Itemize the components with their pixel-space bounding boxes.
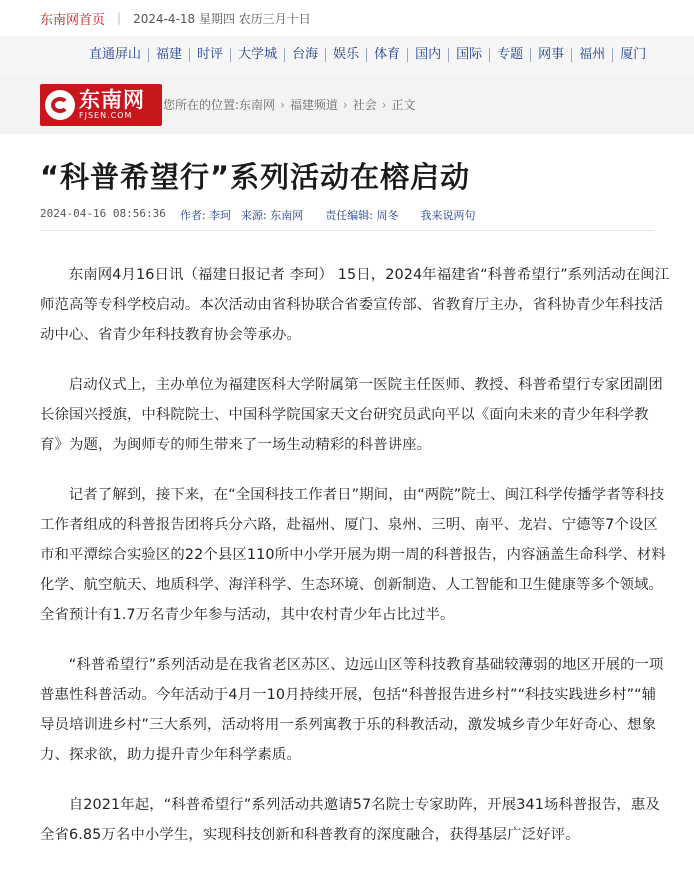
article-paragraph: 自2021年起，“科普希望行”系列活动共邀请57名院士专家助阵，开展341场科普报告，惠及全省6.85万名中小学生，实现科技创新和科普教育的深度融合，获得基层广泛好评。 [40,797,660,843]
nav-item-commentary[interactable]: 时评 [197,47,224,62]
nav-item-entertainment[interactable]: 娱乐 [333,47,360,62]
logo-text [79,89,145,121]
nav-item-special[interactable]: 专题 [497,47,524,62]
nav-item-fuzhou[interactable]: 福州 [579,47,606,62]
breadcrumb-item-home[interactable]: 东南网 [239,98,276,112]
article-paragraph: 东南网4月16日讯（福建日报记者 李珂） 15日，2024年福建省“科普希望行”系列活动在闽江师范高等专科学校启动。本次活动由省科协联合省委宣传部、省教育厅主办，省科协青少年科技活动中心、省青少年科技教育协会等承办。 [40,267,670,343]
article-body [40,260,670,870]
article-paragraph: 启动仪式上，主办单位为福建医科大学附属第一医院主任医师、教授、科普希望行专家团副团长徐国兴授旗，中科院院士、中国科学院国家天文台研究员武向平以《面向未来的青少年科学教育》为题，为闽师专的师生带来了一场生动精彩的科普讲座。 [40,377,663,453]
nav-item-xiamen[interactable]: 厦门 [620,47,647,62]
channel-nav [0,36,694,77]
logo-domain: FJSEN.COM [79,111,133,120]
top-bar [0,0,694,36]
breadcrumb-item-society[interactable]: 社会 [352,98,377,112]
nav-item-strait[interactable]: 台海 [292,47,319,62]
article-source: 来源: 东南网 [241,209,304,222]
breadcrumb-separator-icon: › [342,97,348,112]
topbar-divider: | [117,11,122,25]
article-author: 作者: 李珂 [179,209,232,222]
nav-item-pingshan[interactable]: 直通屏山 [89,47,142,62]
site-logo[interactable] [40,84,162,126]
breadcrumb-prefix: 您所在的位置: [163,98,240,112]
channel-nav-list [82,44,653,66]
breadcrumb [163,96,416,113]
comment-link[interactable]: 我来说两句 [420,209,476,222]
article-paragraph: “科普希望行”系列活动是在我省老区苏区、边远山区等科技教育基础较薄弱的地区开展的一项普惠性科普活动。今年活动于4月一10月持续开展，包括“科普报告进乡村”“科技实践进乡村”“辅导员培训进乡村”三大系列，活动将用一系列寓教于乐的科教活动，激发城乡青少年好奇心、想象力、探求欲，助力提升青少年科学素质。 [40,657,664,763]
publish-time: 2024-04-16 08:56:36 [40,207,166,220]
article-editor: 责任编辑: 周冬 [325,209,399,222]
nav-item-domestic[interactable]: 国内 [415,47,442,62]
nav-item-international[interactable]: 国际 [456,47,483,62]
meta-divider [40,230,654,231]
nav-item-university[interactable]: 大学城 [238,47,278,62]
breadcrumb-item-current: 正文 [391,98,416,112]
logo-name: 东南网 [79,88,145,112]
article-meta [40,207,475,223]
home-link[interactable]: 东南网首页 [40,12,106,28]
nav-item-fujian[interactable]: 福建 [156,47,183,62]
article-title: “科普希望行”系列活动在榕启动 [40,160,471,194]
breadcrumb-item-fujian-channel[interactable]: 福建频道 [289,98,338,112]
nav-item-sports[interactable]: 体育 [374,47,401,62]
current-date: 2024-4-18 星期四 农历三月十日 [133,11,311,26]
nav-item-web-news[interactable]: 网事 [538,47,565,62]
breadcrumb-separator-icon: › [381,97,387,112]
article-paragraph: 记者了解到，接下来，在“全国科技工作者日”期间，由“两院”院士、闽江科学传播学者等科技工作者组成的科普报告团将兵分六路，赴福州、厦门、泉州、三明、南平、龙岩、宁德等7个设区市和平潭综合实验区的22个县区110所中小学开展为期一周的科普报告，内容涵盖生命科学、材料化学、航空航天、地质科学、海洋科学、生态环境、创新制造、人工智能和卫生健康等多个领域。全省预计有1.7万名青少年参与活动，其中农村青少年占比过半。 [40,487,666,623]
logo-mark-icon [45,90,75,120]
breadcrumb-separator-icon: › [280,97,285,112]
